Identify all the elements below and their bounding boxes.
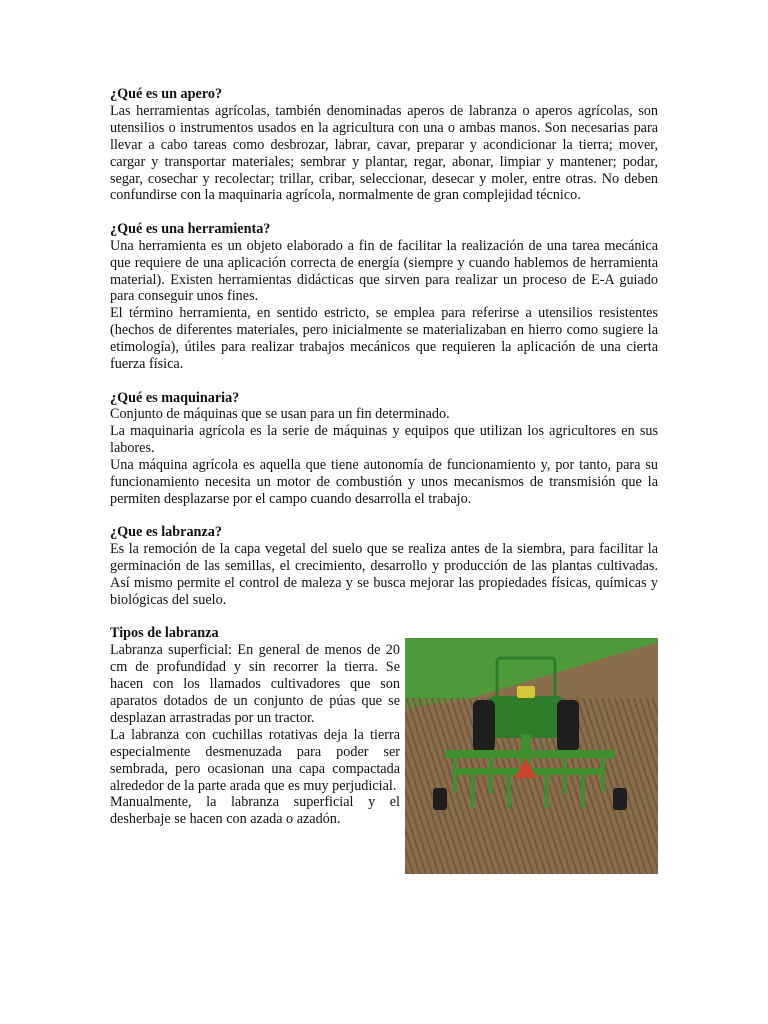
section-heading: ¿Qué es maquinaria? bbox=[110, 389, 240, 406]
section-herramienta bbox=[110, 221, 658, 373]
tractor-rear-tire-right bbox=[557, 700, 579, 752]
section-tipos-de-labranza bbox=[110, 625, 658, 874]
section-heading: ¿Que es labranza? bbox=[110, 524, 222, 541]
cultivator-tine bbox=[563, 756, 567, 794]
section-heading: ¿Qué es un apero? bbox=[110, 86, 223, 102]
paragraph: El término herramienta, en sentido estricto, se emplea para referirse a utensilios resistentes (hechos de diferentes materiales, pero inicialmente se materializaban en hierro como sugiere la etimología), útiles para realizar trabajos mecánicos que requieren la aplicación de una cierta fuerza física. bbox=[110, 305, 658, 373]
cultivator-tine bbox=[453, 756, 457, 792]
tractor-photo bbox=[405, 638, 658, 874]
document-body bbox=[110, 86, 658, 891]
cultivator-tine bbox=[601, 756, 605, 792]
tractor-rear-tire-left bbox=[473, 700, 495, 752]
cultivator-tine bbox=[545, 774, 549, 808]
paragraph: La maquinaria agrícola es la serie de máquinas y equipos que utilizan los agricultores en sus labores. bbox=[110, 423, 658, 457]
section-heading: ¿Qué es una herramienta? bbox=[110, 220, 271, 237]
tipos-text-column bbox=[110, 625, 400, 828]
tractor-body bbox=[489, 696, 563, 738]
paragraph: Es la remoción de la capa vegetal del suelo que se realiza antes de la siembra, para facilitar la germinación de las semillas, el crecimiento, desarrollo y producción de las plantas cultivadas. Así mismo permite el control de maleza y se busca mejorar las propiedades físicas, químicas y biológicas del suelo. bbox=[110, 541, 658, 608]
paragraph: Una herramienta es un objeto elaborado a fin de facilitar la realización de una tarea mecánica que requiere de una aplicación correcta de energía (siempre y cuando hablemos de herramienta material). Existen herramientas didácticas que sirven para realizar un proceso de E-A guiado para conseguir unos fines. bbox=[110, 237, 658, 305]
gauge-wheel-right bbox=[613, 788, 627, 810]
section-labranza bbox=[110, 524, 658, 609]
section-apero bbox=[110, 86, 658, 204]
paragraph: La labranza con cuchillas rotativas deja la tierra especialmente desmenuzada para poder ser sembrada, pero ocasionan una capa compactada alrededor de la parte arada que es muy perjudicial. bbox=[110, 726, 400, 794]
section-heading: Tipos de labranza bbox=[110, 625, 219, 642]
gauge-wheel-left bbox=[433, 788, 447, 810]
paragraph: Labranza superficial: En general de menos de 20 cm de profundidad y sin recorrer la tierra. Se hacen con los llamados cultivadores que son aparatos dotados de un conjunto de púas que se desplazan arrastradas por un tractor. bbox=[110, 642, 400, 726]
tractor-seat bbox=[517, 686, 535, 698]
section-maquinaria bbox=[110, 390, 658, 508]
cultivator-tine bbox=[471, 774, 475, 808]
paragraph: Conjunto de máquinas que se usan para un fin determinado. bbox=[110, 406, 450, 423]
paragraph: Una máquina agrícola es aquella que tiene autonomía de funcionamiento y, por tanto, para su funcionamiento necesita un motor de combustión y unos mecanismos de transmisión que la permiten desplazarse por el campo cuando desarrolla el trabajo. bbox=[110, 457, 658, 507]
cultivator-tine bbox=[507, 774, 511, 808]
paragraph: Las herramientas agrícolas, también denominadas aperos de labranza o aperos agrícolas, son utensilios o instrumentos usados en la agricultura con una o ambas manos. Son necesarias para llevar a cabo tareas como desbrozar, labrar, cavar, preparar y acondicionar la tierra; mover, cargar y transportar materiales; sembrar y plantar, regar, abonar, limpiar y mantener; podar, segar, cosechar y recolectar; trillar, cribar, seleccionar, desecar y moler, entre otras. No deben confundirse con la maquinaria agrícola, normalmente de gran complejidad técnico. bbox=[110, 102, 658, 204]
cultivator-tine bbox=[489, 756, 493, 794]
cultivator-tine bbox=[581, 774, 585, 808]
paragraph: Manualmente, la labranza superficial y el desherbaje se hacen con azada o azadón. bbox=[110, 794, 400, 828]
